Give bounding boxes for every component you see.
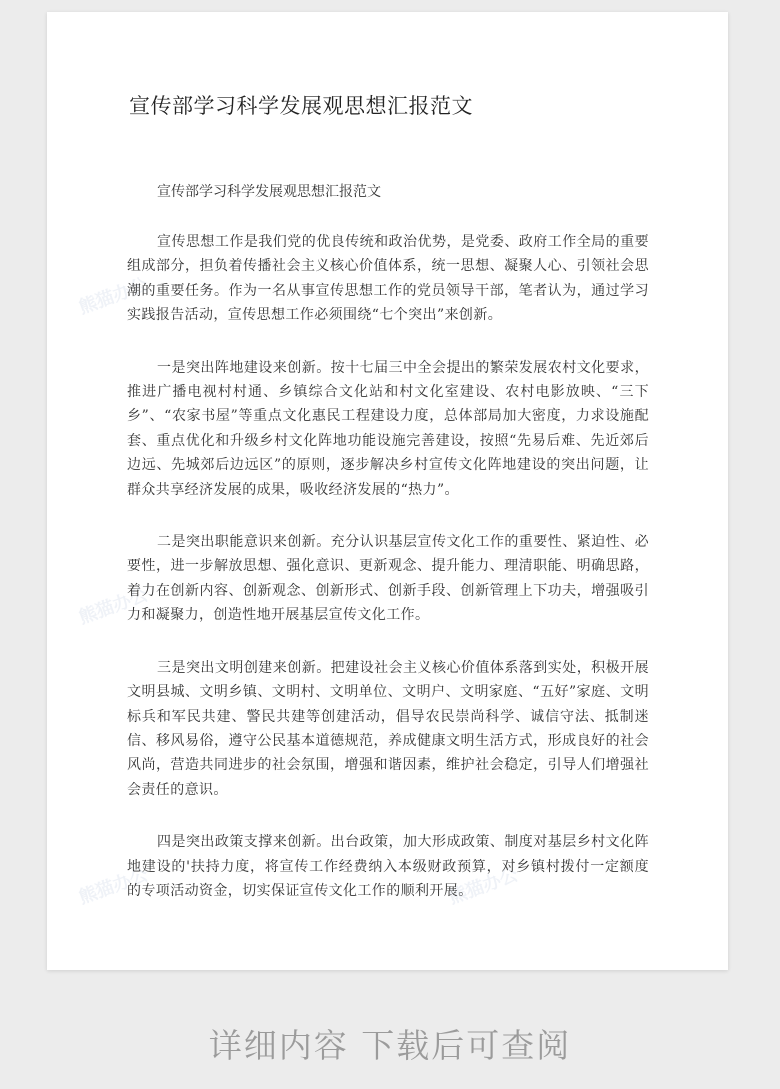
- watermark: 熊猫办公: [446, 864, 521, 909]
- document-subtitle: 宣传部学习科学发展观思想汇报范文: [157, 184, 381, 200]
- watermark: 熊猫办公: [76, 864, 151, 909]
- watermark: 熊猫办公: [76, 584, 151, 629]
- document-page: [47, 12, 728, 970]
- document-title: 宣传部学习科学发展观思想汇报范文: [129, 94, 473, 118]
- paragraph-3: 三是突出文明创建来创新。把建设社会主义核心价值体系落到实处，积极开展文明县城、文明乡镇、文明村、文明单位、文明户、文明家庭、“五好”家庭、文明标兵和军民共建、警民共建等创建活动，倡导农民崇尚科学、诚信守法、抵制迷信、移风易俗，遵守公民基本道德规范，养成健康文明生活方式，形成良好的社会风尚，营造共同进步的社会氛围，增强和谐因素，维护社会稳定，引导人们增强社会责任的意识。: [127, 659, 649, 798]
- document-body: [127, 182, 649, 931]
- paragraph-2: 二是突出职能意识来创新。充分认识基层宣传文化工作的重要性、紧迫性、必要性，进一步解放思想、强化意识、更新观念、提升能力、理清职能、明确思路，着力在创新内容、创新观念、创新形式、创新手段、创新管理上下功夫，增强吸引力和凝聚力，创造性地开展基层宣传文化工作。: [127, 534, 649, 624]
- paragraph-1: 一是突出阵地建设来创新。按十七届三中全会提出的繁荣发展农村文化要求，推进广播电视村村通、乡镇综合文化站和村文化室建设、农村电影放映、“三下乡”、“农家书屋”等重点文化惠民工程建设力度，总体部局加大密度，力求设施配套、重点优化和升级乡村文化阵地功能设施完善建设，按照“先易后难、先近郊后边远、先城郊后边远区”的原则，逐步解决乡村宣传文化阵地建设的突出问题，让群众共享经济发展的成果，吸收经济发展的“热力”。: [127, 359, 649, 498]
- watermark: 熊猫办公: [76, 274, 151, 319]
- paragraph-intro: 宣传思想工作是我们党的优良传统和政治优势，是党委、政府工作全局的重要组成部分，担负着传播社会主义核心价值体系，统一思想、凝聚人心、引领社会思潮的重要任务。作为一名从事宣传思想工作的党员领导干部，笔者认为，通过学习实践报告活动，宣传思想工作必须围绕“七个突出”来创新。: [127, 234, 649, 324]
- download-prompt-link[interactable]: 详细内容 下载后可查阅: [208, 1026, 572, 1065]
- paragraph-4: 四是突出政策支撑来创新。出台政策，加大形成政策、制度对基层乡村文化阵地建设的'扶持力度，将宣传工作经费纳入本级财政预算，对乡镇村拨付一定额度的专项活动资金，切实保证宣传文化工作的顺利开展。: [127, 834, 649, 899]
